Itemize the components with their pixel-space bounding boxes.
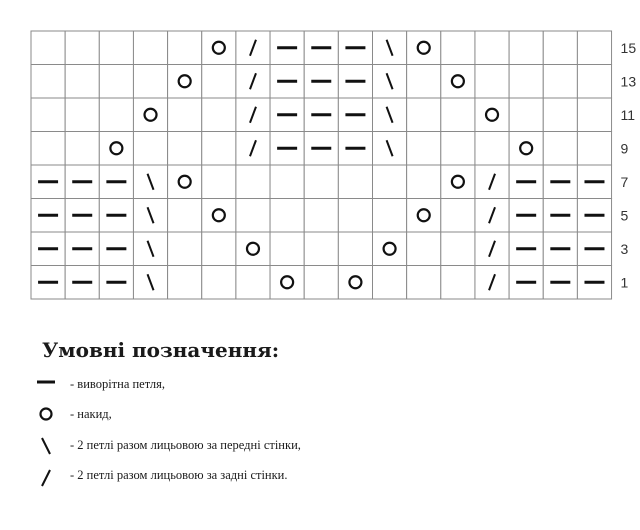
chart-cell (441, 199, 475, 233)
legend-item-k2tog-back (30, 462, 288, 488)
chart-cell (543, 65, 577, 99)
chart-cell (270, 199, 304, 233)
chart-cell (236, 199, 270, 233)
chart-cell (133, 132, 167, 166)
chart-cell (338, 199, 372, 233)
legend-item-purl (30, 371, 165, 397)
chart-cell (441, 132, 475, 166)
forward-slash-icon (30, 462, 62, 488)
chart-cell (373, 232, 407, 266)
chart-cell (373, 165, 407, 199)
row-number-label: 1 (620, 274, 629, 291)
chart-cell (99, 98, 133, 132)
chart-cell (509, 98, 543, 132)
legend-item-yarn-over (30, 401, 112, 427)
chart-cell (202, 165, 236, 199)
chart-cell (407, 31, 441, 65)
chart-cell (168, 199, 202, 233)
circle-icon (30, 401, 62, 427)
chart-cell (133, 98, 167, 132)
chart-cell (31, 98, 65, 132)
chart-cell (543, 31, 577, 65)
legend-title: Умовні позначення: (42, 338, 280, 362)
chart-cell (543, 132, 577, 166)
chart-cell (236, 165, 270, 199)
backslash-icon (30, 432, 62, 458)
chart-cell (407, 199, 441, 233)
chart-cell (304, 232, 338, 266)
row-number-label: 9 (620, 140, 629, 157)
chart-cell (338, 165, 372, 199)
chart-cell (475, 31, 509, 65)
legend-text-k2tog-back: - 2 петлі разом лицьовою за задні стінки. (70, 467, 288, 482)
row-number-label: 7 (620, 173, 629, 190)
chart-cell (202, 98, 236, 132)
chart-cell (168, 266, 202, 300)
chart-cell (304, 199, 338, 233)
chart-cell (475, 98, 509, 132)
chart-cell (509, 31, 543, 65)
chart-cell (407, 266, 441, 300)
chart-cell (99, 31, 133, 65)
chart-cell (99, 132, 133, 166)
chart-cell (202, 132, 236, 166)
chart-cell (270, 266, 304, 300)
chart-cell (168, 232, 202, 266)
chart-cell (475, 132, 509, 166)
chart-cell (168, 165, 202, 199)
chart-cell (31, 31, 65, 65)
chart-cell (202, 31, 236, 65)
row-number-label: 13 (620, 73, 637, 90)
chart-cell (577, 65, 611, 99)
chart-cell (441, 98, 475, 132)
chart-cell (99, 65, 133, 99)
chart-cell (168, 132, 202, 166)
chart-cell (441, 65, 475, 99)
chart-cell (304, 266, 338, 300)
chart-cell (441, 31, 475, 65)
chart-cell (65, 31, 99, 65)
chart-cell (441, 165, 475, 199)
chart-cell (168, 65, 202, 99)
legend-text-k2tog-front: - 2 петлі разом лицьовою за передні стінки, (70, 437, 301, 452)
chart-cell (407, 65, 441, 99)
chart-cell (407, 98, 441, 132)
chart-cell (338, 232, 372, 266)
chart-cell (407, 232, 441, 266)
chart-cell (133, 31, 167, 65)
chart-cell (407, 132, 441, 166)
chart-cell (509, 65, 543, 99)
chart-cell (543, 98, 577, 132)
chart-cell (236, 232, 270, 266)
row-number-label: 11 (620, 106, 636, 123)
chart-cell (202, 199, 236, 233)
legend-text-yarn-over: - накид, (70, 406, 112, 421)
chart-cell (236, 266, 270, 300)
chart-cell (577, 132, 611, 166)
chart-cell (338, 266, 372, 300)
chart-cell (202, 65, 236, 99)
chart-cell (65, 98, 99, 132)
row-number-label: 3 (620, 240, 629, 257)
dash-icon (30, 371, 62, 397)
legend-item-k2tog-front (30, 432, 301, 458)
chart-cell (31, 132, 65, 166)
chart-grid (31, 31, 612, 299)
chart-cell (133, 65, 167, 99)
chart-cell (509, 132, 543, 166)
chart-cell (373, 266, 407, 300)
chart-cell (373, 199, 407, 233)
chart-cell (577, 98, 611, 132)
legend-text-purl: - виворітна петля, (70, 376, 165, 391)
chart-cell (304, 165, 338, 199)
chart-cell (270, 165, 304, 199)
chart-cell (65, 132, 99, 166)
chart-cell (202, 232, 236, 266)
chart-cell (168, 31, 202, 65)
chart-cell (65, 65, 99, 99)
chart-cell (441, 266, 475, 300)
chart-cell (270, 232, 304, 266)
chart-cell (168, 98, 202, 132)
row-number-label: 15 (620, 39, 637, 56)
chart-cell (407, 165, 441, 199)
chart-cell (475, 65, 509, 99)
chart-cell (441, 232, 475, 266)
row-labels (621, 40, 637, 291)
chart-cell (577, 31, 611, 65)
row-number-label: 5 (620, 207, 629, 224)
chart-cell (202, 266, 236, 300)
chart-cell (31, 65, 65, 99)
